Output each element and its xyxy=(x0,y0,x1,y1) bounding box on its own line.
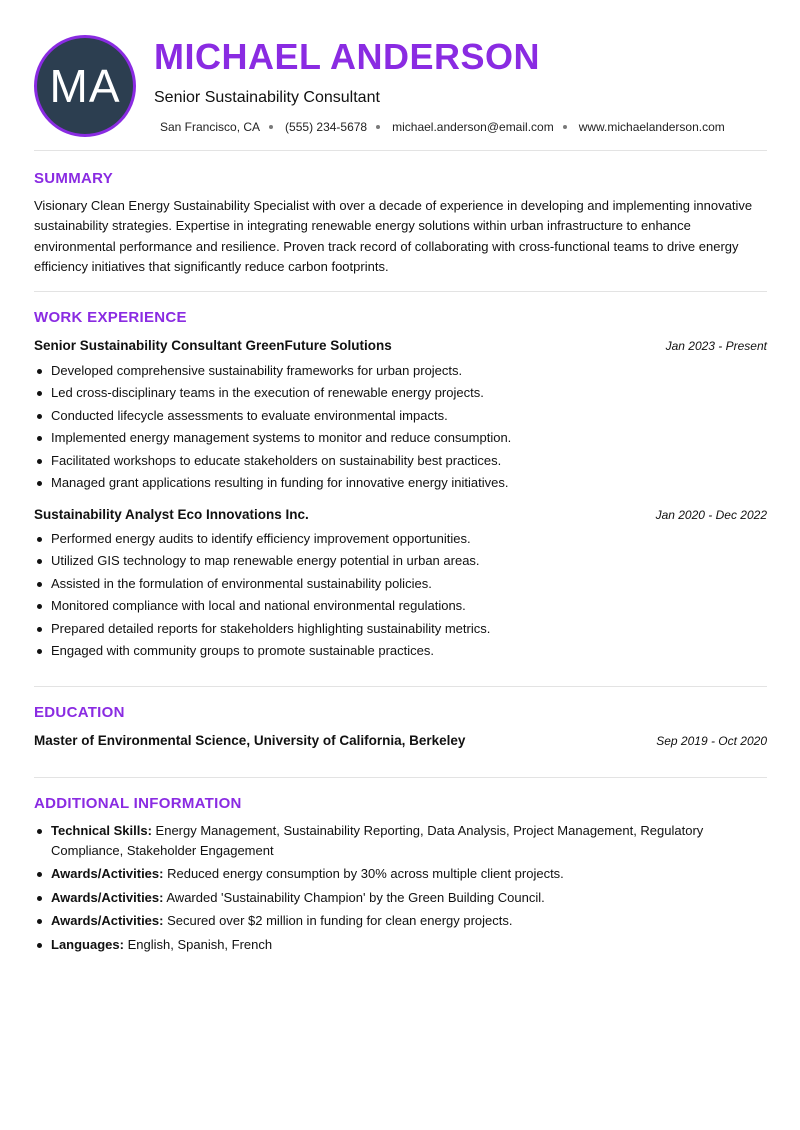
item-label: Awards/Activities: xyxy=(51,913,164,928)
list-item xyxy=(34,864,754,884)
job-title: Senior Sustainability Consultant GreenFuture Solutions xyxy=(34,338,392,353)
contact-location: San Francisco, CA xyxy=(160,120,261,134)
job-dates: Jan 2023 - Present xyxy=(665,339,767,353)
divider xyxy=(34,686,767,687)
item-text: Secured over $2 million in funding for clean energy projects. xyxy=(167,913,513,928)
degree: Master of Environmental Science, University of California, Berkeley xyxy=(34,733,466,748)
contact-email[interactable]: michael.anderson@email.com xyxy=(392,120,554,134)
contact-phone: (555) 234-5678 xyxy=(285,120,368,134)
additional-list xyxy=(34,821,754,958)
divider xyxy=(34,777,767,778)
list-item xyxy=(34,935,754,955)
list-item: Assisted in the formulation of environmental sustainability policies. xyxy=(34,573,754,595)
candidate-name: MICHAEL ANDERSON xyxy=(154,36,541,77)
list-item: Prepared detailed reports for stakeholders highlighting sustainability metrics. xyxy=(34,618,754,640)
job-header xyxy=(34,338,767,353)
contact-website[interactable]: www.michaelanderson.com xyxy=(578,120,725,134)
avatar-initials: MA xyxy=(49,60,121,112)
avatar xyxy=(34,35,136,137)
education-entry xyxy=(34,733,767,748)
item-text: Awarded 'Sustainability Champion' by the Green Building Council. xyxy=(166,889,545,905)
list-item xyxy=(34,911,754,931)
additional-heading: ADDITIONAL INFORMATION xyxy=(34,795,242,812)
item-label: Awards/Activities: xyxy=(51,866,164,881)
list-item: Facilitated workshops to educate stakeholders on sustainability best practices. xyxy=(34,450,754,472)
list-item: Implemented energy management systems to monitor and reduce consumption. xyxy=(34,427,754,449)
separator-dot-icon xyxy=(269,125,273,129)
list-item: Led cross-disciplinary teams in the execution of renewable energy projects. xyxy=(34,382,754,404)
candidate-title: Senior Sustainability Consultant xyxy=(154,89,380,106)
job-title: Sustainability Analyst Eco Innovations Inc. xyxy=(34,507,309,522)
summary-heading: SUMMARY xyxy=(34,170,114,187)
list-item: Developed comprehensive sustainability frameworks for urban projects. xyxy=(34,360,754,382)
education-dates: Sep 2019 - Oct 2020 xyxy=(656,734,767,748)
divider xyxy=(34,150,767,151)
list-item: Monitored compliance with local and national environmental regulations. xyxy=(34,595,754,617)
list-item: Utilized GIS technology to map renewable energy potential in urban areas. xyxy=(34,550,754,572)
list-item xyxy=(34,888,754,908)
separator-dot-icon xyxy=(563,125,567,129)
item-label: Awards/Activities: xyxy=(51,889,164,905)
contact-bar xyxy=(160,120,725,134)
job-dates: Jan 2020 - Dec 2022 xyxy=(655,508,767,522)
item-text: English, Spanish, French xyxy=(127,936,273,952)
job-bullets xyxy=(34,528,754,662)
summary-text: Visionary Clean Energy Sustainability Specialist with over a decade of experience in developing and implementing innovative sustainability strategies. Expertise in integrating renewable energy solutions within urban infrastructure to enhance environmental performance and resilience. Proven track record of collaborating with cross-functional teams to drive energy efficiency initiatives that significantly reduce carbon footprints. xyxy=(34,198,753,274)
experience-heading: WORK EXPERIENCE xyxy=(34,309,187,326)
list-item: Performed energy audits to identify efficiency improvement opportunities. xyxy=(34,528,754,550)
item-label: Technical Skills: xyxy=(51,823,152,838)
item-text: Reduced energy consumption by 30% across multiple client projects. xyxy=(167,866,564,881)
list-item: Engaged with community groups to promote sustainable practices. xyxy=(34,640,754,662)
list-item: Conducted lifecycle assessments to evaluate environmental impacts. xyxy=(34,405,754,427)
job-header xyxy=(34,507,767,522)
list-item: Managed grant applications resulting in funding for innovative energy initiatives. xyxy=(34,472,754,494)
divider xyxy=(34,291,767,292)
education-heading: EDUCATION xyxy=(34,704,125,721)
separator-dot-icon xyxy=(376,125,380,129)
list-item xyxy=(34,821,754,860)
item-label: Languages: xyxy=(51,936,124,952)
item-text: Energy Management, Sustainability Reporting, Data Analysis, Project Management, Regulatory Compliance, Stakeholder Engagement xyxy=(51,823,704,858)
job-bullets xyxy=(34,360,754,494)
